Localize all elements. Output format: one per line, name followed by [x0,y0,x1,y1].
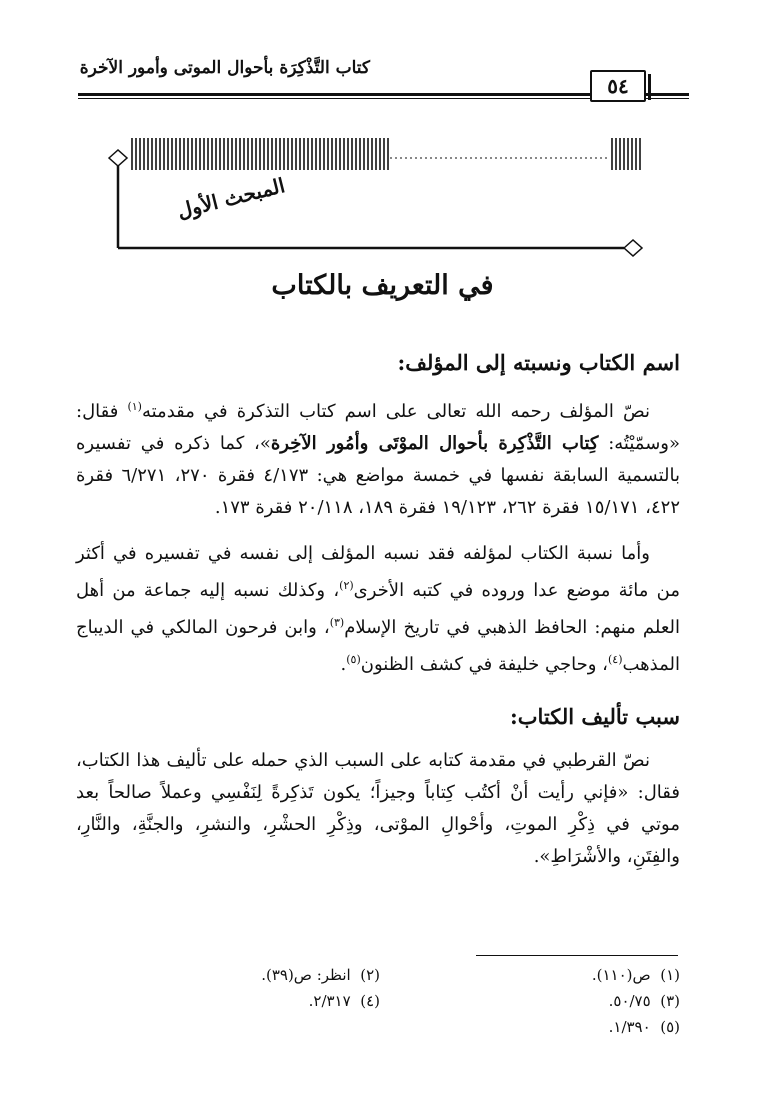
para2-text-3: ، وابن فرحون المالكي في الديباج المذهب [76,617,680,675]
footnote-5: (٥) ١/٣٩٠. [608,1018,680,1036]
para2-text-4: ، وحاجي خليفة في كشف الظنون [360,654,608,675]
page-number-tick [648,74,651,100]
ornament-bars [132,138,640,170]
book-title-bold: كِتاب التَّذْكِرة بأحوال الموْتَى وأمُور الآخِرة [270,433,599,454]
para1-text-3: »، كما ذكره في تفسيره بالتسمية السابقة نفسها في خمسة مواضع هي: ٤/١٧٣ فقرة ٢٧٠، ٦/٢٧١ فقرة ٤٢٢، ١٥/١٧١ فقرة ٢٦٢، ١٩/١٢٣ فقرة ١٨٩، ٢٠/١١٨ فقرة ١٧٣. [76,433,681,518]
footnote-ref-1: (١) [127,400,142,413]
para1-text-1: نصّ المؤلف رحمه الله تعالى على اسم كتاب التذكرة في مقدمته [141,401,651,422]
para2-text-2: ، وكذلك نسبه إليه جماعة من أهل العلم منهم: الحافظ الذهبي في تاريخ الإسلام [76,580,680,638]
footnote-ref-3: (٣) [329,616,345,629]
footnote-row [76,1014,680,1040]
running-title: كتاب التَّذْكِرَة بأحوال الموتى وأمور الآخرة [79,58,370,78]
footnote-ref-2: (٢) [339,579,354,592]
footnote-ref-5: (٥) [346,653,361,666]
ornament-diamond-top-left [109,150,127,166]
footnote-separator [476,955,678,956]
para2-text-5: . [340,654,347,675]
chapter-title: في التعريف بالكتاب [271,270,494,301]
heading-reason: سبب تأليف الكتاب: [510,704,680,729]
section-name: المبحث الأول [174,173,288,223]
section-ornament [100,130,660,260]
paragraph-1 [76,391,680,524]
footnote-1: (١) ص(١١٠). [591,966,680,984]
body-content [76,345,680,873]
footnote-row [76,988,680,1014]
footnote-ref-4: (٤) [607,653,623,666]
footnote-3: (٣) ٥٠/٧٥. [608,992,680,1010]
paragraph-2 [76,538,680,681]
footnote-row [76,962,680,988]
para1-text-2: فقال: «وسمّيْتُه: [76,401,680,454]
heading-book-name: اسم الكتاب ونسبته إلى المؤلف: [397,350,680,375]
footnotes [76,962,680,1040]
para2-text-1: وأما نسبة الكتاب لمؤلفه فقد نسبه المؤلف إلى نفسه في تفسيره في أكثر من مائة موضع عدا وروده في كتبه الأخرى [76,543,680,601]
footnote-2: (٢) انظر: ص(٣٩). [261,966,380,984]
footnote-4: (٤) ٢/٣١٧. [308,992,380,1010]
ornament-diamond-bottom-right [624,240,642,256]
page-number: ٥٤ [590,70,646,102]
paragraph-3: نصّ القرطبي في مقدمة كتابه على السبب الذي حمله على تأليف هذا الكتاب، فقال: «فإني رأيت أنْ أكتُب كِتاباً وجيزاً؛ يكون تَذكِرةً لِنَفْسِي وعملاً صالحاً بعد موتي في ذِكْرِ الموتِ، وأحْوالِ الموْتى، وذِكْرِ الحشْرِ، والنشرِ، والجنَّةِ، والنَّارِ، والفِتَنِ، والأشْرَاطِ». [76,750,680,867]
